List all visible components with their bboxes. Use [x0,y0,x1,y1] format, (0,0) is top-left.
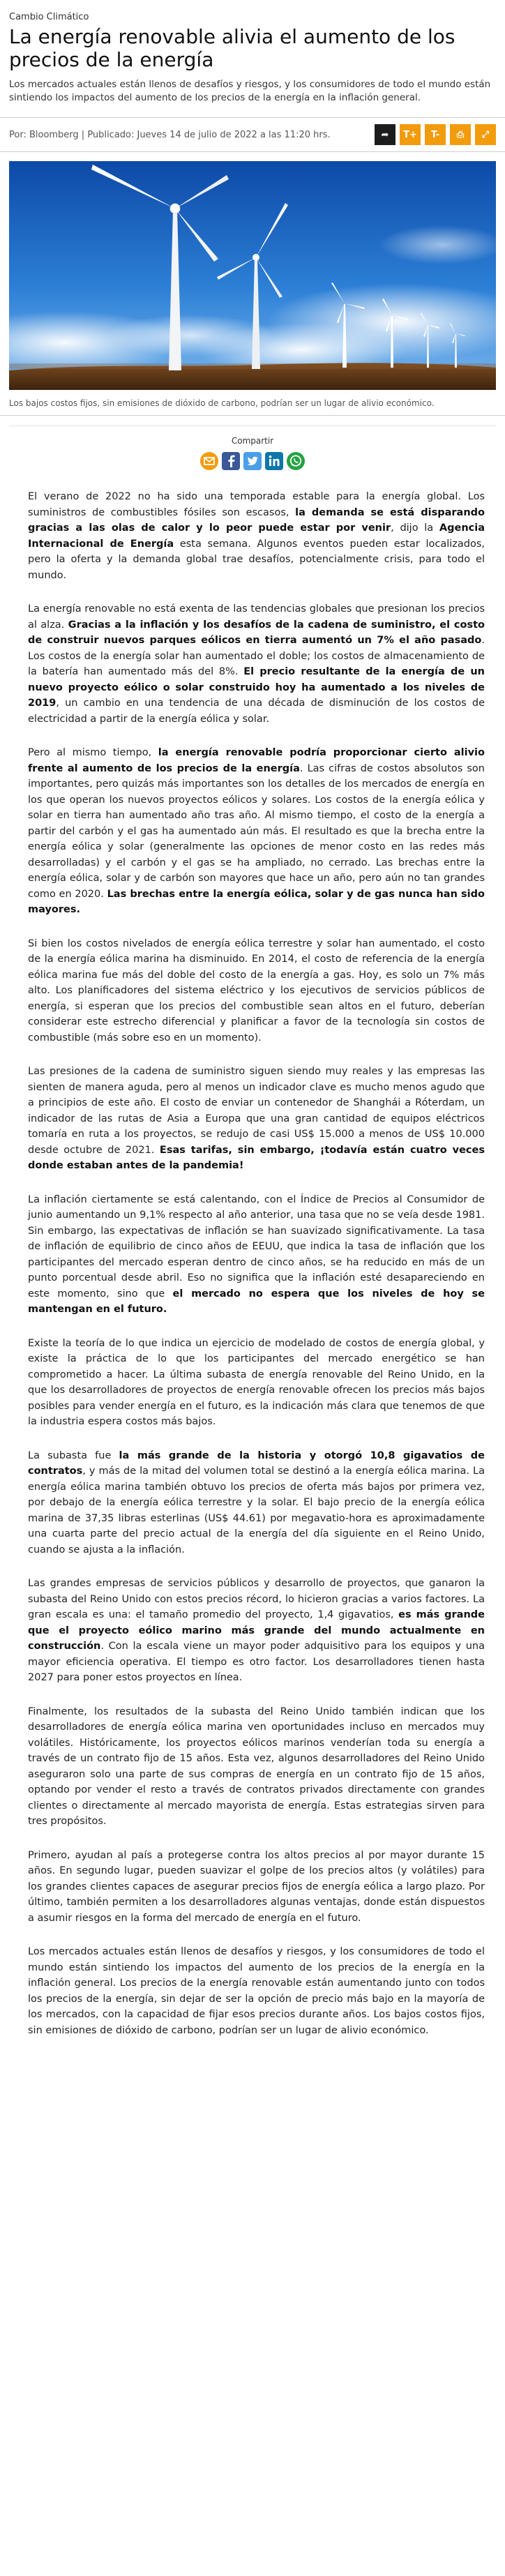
article-paragraph [28,1064,485,1174]
text-run: La energía renovable no está exenta de las tendencias globales que presionan los precios al alza. [28,603,485,631]
expand-icon[interactable]: ⤢ [475,124,496,145]
article-paragraph [28,489,485,583]
article-tools [375,124,496,145]
text-run: Existe la teoría de lo que indica un ejercicio de modelado de costos de energía global, y existe la práctica de lo que los participantes del mercado energético se han comprometido a hacer. La última subasta de energía renovable del Reino Unido, en la que los desarrolladores de proyectos de energía renovable ofrecen los precios más bajos posibles para vender energía en el futuro, es la indicación más clara que tenemos de que la industria espera costos más bajos. [28,1337,485,1427]
article-paragraph [28,1848,485,1927]
bold-text: Esas tarifas, sin embargo, ¡todavía están cuatro veces donde estaban antes de la pandemia! [28,1144,485,1171]
font-decrease-button[interactable]: T- [425,124,446,145]
hero-image [9,161,496,390]
text-run: Pero al mismo tiempo, [28,747,158,758]
text-run: Primero, ayudan al país a protegerse contra los altos precios al por mayor durante 15 años. En segundo lugar, pueden suavizar el golpe de los precios altos (y volátiles) para los grandes clientes capaces de asegurar precios fijos de energía eólica a largo plazo. Por último, también permiten a los desarrolladores algunas ventajas, donde están dispuestos a asumir riesgos en la forma del mercado de energía en el futuro. [28,1849,485,1924]
article-title: La energía renovable alivia el aumento de los precios de la energía [9,25,455,71]
section-kicker[interactable]: Cambio Climático [9,12,89,22]
text-run: La inflación ciertamente se está calentando, con el Índice de Precios al Consumidor de junio aumentando un 9,1% respecto al año anterior, una tasa que no se veía desde 1981. Sin embargo, las expectativas de inflación se han suavizado significativamente. La tasa de inflación de equilibrio de cinco años de EEUU, que indica la tasa de inflación que los participantes del mercado esperan dentro de cinco años, se ha reducido en más de un punto porcentual desde abril. Eso no significa que la inflación esté desapareciendo en este momento, sino que [28,1193,485,1300]
article-paragraph [28,745,485,918]
text-run: Las presiones de la cadena de suministro siguen siendo muy reales y las empresas las sienten de manera aguda, pero al menos un indicador clave es mucho menos agudo que a principios de este año. El costo de enviar un contenedor de Shanghái a Róterdam, un indicador de las rutas de Asia a Europa que una gran cantidad de equipos eléctricos tomaría en ruta a los proyectos, se redujo de casi US$ 15.000 a menos de US$ 10.000 desde octubre de 2021. [28,1066,485,1156]
text-run: Las grandes empresas de servicios públicos y desarrollo de proyectos, que ganaron la subasta del Reino Unido con estos precios récord, lo hicieron gracias a varios factores. La gran escala es una: el tamaño promedio del proyecto, 1,4 gigavatios, [28,1578,485,1620]
text-run: Si bien los costos nivelados de energía eólica terrestre y solar han aumentado, el costo de la energía eólica marina ha disminuido. En 2014, el costo de referencia de la energía eólica marina fue más del doble del costo de la energía a gas. Hoy, es solo un 7% más alto. Los planificadores del sistema eléctrico y los ejecutivos de servicios públicos de energía, si esperan que los precios del combustible sean altos en el futuro, deberían considerar este estrecho diferencial y planificar a favor de la tecnología sin costos de combustible (más sobre eso en un momento). [28,937,485,1044]
bold-text: Agencia Internacional de Energía [28,522,485,550]
article-paragraph [28,1336,485,1430]
bold-text: la energía renovable podría proporcionar cierto alivio frente al aumento de los precios de la energía [28,747,485,774]
share-buttons [9,451,496,471]
article-lead: Los mercados actuales están llenos de desafíos y riesgos, y los consumidores de todo el mundo están sintiendo los impactos del aumento de los precios de la energía en la inflación general. [9,79,491,103]
bold-text: la más grande de la historia y otorgó 10,8 gigavatios de contratos [28,1449,485,1477]
linkedin-share-icon[interactable] [264,451,284,471]
share-arrow-icon[interactable]: ➦ [375,124,395,145]
text-run: , un cambio en una tendencia de una década de disminución de los costos de electricidad a partir de la energía eólica y solar. [28,698,485,725]
wind-turbines-image [9,161,496,390]
article-paragraph [28,1448,485,1558]
article-paragraph [28,1704,485,1830]
text-run: . Las cifras de costos absolutos son importantes, pero quizás más importantes son los detalles de los mercados de energía en los que operan los nuevos proyectos eólicos y solares. Los costos de la energía eólica y solar en tierra han aumentado año tras año. Al mismo tiempo, el costo de la energía a partir del carbón y el gas ha aumentado aún más. El resultado es que la brecha entre la energía eólica y solar (generalmente las opciones de menor costo en las redes más desarrolladas) y el carbón y el gas se ha ampliado, no cerrado. Las brechas entre la energía eólica, solar y de carbón son mayores que hace un año, pero aún no tan grandes como en 2020. [28,762,485,900]
facebook-share-icon[interactable] [221,451,241,471]
print-icon[interactable]: ⎙ [450,124,471,145]
text-run: Finalmente, los resultados de la subasta del Reino Unido también indican que los desarrolladores de energía eólica marina ven oportunidades incluso en mercados muy volátiles. Históricamente, los proyectos eólicos marinos venderían toda su energía a través de un contrato fijo de 15 años. Esta vez, algunos desarrolladores del Reino Unido aseguraron solo una parte de sus compras de energía en un contrato fijo de 15 años, optando por vender el resto a través de contratos privados directamente con grandes clientes o directamente al mercado mayorista de energía. Estas estrategias sirven para tres propósitos. [28,1705,485,1827]
bold-text: es más grande que el proyecto eólico marino más grande del mundo actualmente en construcción [28,1609,485,1652]
twitter-share-icon[interactable] [243,451,262,471]
text-run: La subasta fue [28,1449,119,1461]
bold-text: el mercado no espera que los niveles de hoy se mantengan en el futuro. [28,1288,485,1315]
bold-text: Gracias a la inflación y los desafíos de la cadena de suministro, el costo de construir nuevos parques eólicos en tierra aumentó un 7% el año pasado [28,619,485,646]
article-body [9,471,496,2038]
text-run: . Los costos de la energía solar han aumentado el doble; los costos de almacenamiento de la batería han aumentado más del 8%. [28,635,485,677]
byline: Por: Bloomberg | Publicado: Jueves 14 de julio de 2022 a las 11:20 hrs. [9,129,331,140]
bold-text: la demanda se está disparando gracias a las olas de calor y lo peor puede estar por venir [28,506,485,534]
text-run: . Con la escala viene un mayor poder adquisitivo para los equipos y una mayor eficiencia operativa. El tiempo es otro factor. Los desarrolladores tienen hasta 2027 para poner estos proyectos en línea. [28,1641,485,1683]
text-run: , y más de la mitad del volumen total se destinó a la energía eólica marina. La energía eólica marina también obtuvo los precios de oferta más bajos por primera vez, por debajo de la energía eólica terrestre y la solar. El bajo precio de la energía eólica marina de 37,35 libras esterlinas (US$ 44.61) por megavatio-hora es aproximadamente una cuarta parte del precio actual de la energía del día siguiente en el Reino Unido, cuando se ajusta a la inflación. [28,1466,485,1556]
article-paragraph [28,601,485,727]
article-paragraph [28,1192,485,1318]
meta-bar [0,117,505,152]
bold-text: Las brechas entre la energía eólica, solar y de gas nunca han sido mayores. [28,888,485,915]
article-paragraph [28,936,485,1046]
bold-text: El precio resultante de la energía de un nuevo proyecto eólico o solar construido hoy ha aumentado a los niveles de 2019 [28,666,485,709]
article-paragraph [28,1944,485,2038]
text-run: El verano de 2022 no ha sido una temporada estable para la energía global. Los suministros de combustibles fósiles son escasos, [28,491,485,518]
email-share-icon[interactable] [199,451,219,471]
article-paragraph [28,1576,485,1686]
text-run: esta semana. Algunos eventos pueden estar localizados, pero la oferta y la demanda global trae desafíos, potencialmente crisis, para todo el mundo. [28,538,485,581]
text-run: , dijo la [391,522,439,534]
text-run: Los mercados actuales están llenos de desafíos y riesgos, y los consumidores de todo el mundo están sintiendo los impactos del aumento de los precios de la energía en la inflación general. Los precios de la energía renovable están aumentando junto con todos los precios de la energía, sin dejar de ser la opción de precio más bajo en la mayoría de los mercados, con la capacidad de fijar esos precios durante años. Los bajos costos fijos, sin emisiones de dióxido de carbono, podrían ser un lugar de alivio económico. [28,1946,485,2036]
font-increase-button[interactable]: T+ [400,124,421,145]
share-label: Compartir [9,425,496,451]
whatsapp-share-icon[interactable] [286,451,306,471]
image-caption: Los bajos costos fijos, sin emisiones de dióxido de carbono, podrían ser un lugar de alivio económico. [0,390,505,416]
